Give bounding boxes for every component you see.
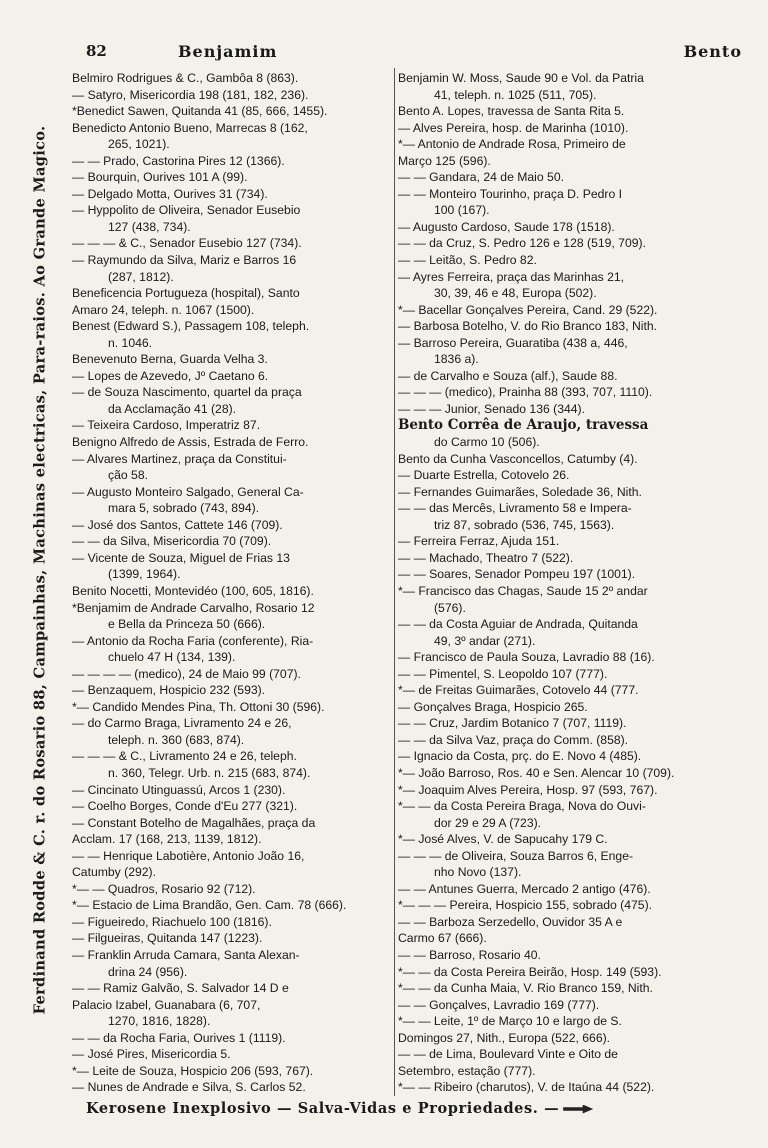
directory-entry-line: Benevenuto Berna, Guarda Velha 3. — [72, 352, 268, 367]
directory-entry-line: — — da Silva, Misericordia 70 (709). — [72, 534, 272, 549]
directory-entry-line: — Fernandes Guimarães, Soledade 36, Nith. — [398, 484, 642, 499]
directory-entry-line: — — — Junior, Senado 136 (344). — [398, 401, 585, 416]
directory-entry-line: triz 87, sobrado (536, 745, 1563). — [434, 517, 615, 532]
directory-entry-line: — Ignacio da Costa, prç. do E. Novo 4 (485). — [398, 749, 642, 764]
directory-entry-line: — Raymundo da Silva, Mariz e Barros 16 — [72, 253, 297, 268]
directory-entry-line: — — — & C., Senador Eusebio 127 (734). — [72, 236, 302, 251]
directory-entry-line: *— — Leite, 1º de Março 10 e largo de S. — [398, 1014, 622, 1029]
directory-entry-line: — — Gandara, 24 de Maio 50. — [398, 170, 564, 185]
right-column — [398, 70, 754, 1095]
directory-entry-line: — de Souza Nascimento, quartel da praça — [72, 385, 302, 400]
directory-entry-line: dor 29 e 29 A (723). — [434, 815, 542, 830]
directory-entry-line: *— de Freitas Guimarães, Cotovelo 44 (777. — [398, 683, 639, 698]
directory-entry-line: — — Antunes Guerra, Mercado 2 antigo (476). — [398, 881, 651, 896]
directory-entry-line: Benito Nocetti, Montevidéo (100, 605, 1816). — [72, 583, 314, 598]
directory-entry-line: (1399, 1964). — [108, 567, 181, 582]
directory-entry-line: (287, 1812). — [108, 269, 174, 284]
directory-entry-line: — — Henrique Labotière, Antonio João 16, — [72, 848, 305, 863]
directory-entry-line: Março 125 (596). — [398, 153, 491, 168]
directory-entry-line: — Francisco de Paula Souza, Lavradio 88 (16). — [398, 650, 655, 665]
directory-entry-line: Carmo 67 (666). — [398, 931, 487, 946]
directory-entry-line: — — — de Oliveira, Souza Barros 6, Enge- — [398, 848, 634, 863]
directory-entry-line: — — Prado, Castorina Pires 12 (1366). — [72, 153, 285, 168]
directory-entry-line: nho Novo (137). — [434, 865, 522, 880]
page-number: 82 — [86, 42, 107, 60]
directory-entry-line: mara 5, sobrado (743, 894). — [108, 501, 260, 516]
side-advertisement-text: Ferdinand Rodde & C. r. do Rosario 88, Campainhas, Machinas electricas, Para-raios. Ao Grande Magico. — [31, 125, 49, 1015]
directory-entry-line: *— Antonio de Andrade Rosa, Primeiro de — [398, 137, 626, 152]
directory-entry-line: do Carmo 10 (506). — [434, 435, 540, 450]
directory-entry-line: (576). — [434, 600, 466, 615]
footer-advertisement — [86, 1100, 756, 1124]
directory-entry-line: — Satyro, Misericordia 198 (181, 182, 236). — [72, 87, 309, 102]
directory-entry-line: — — Pimentel, S. Leopoldo 107 (777). — [398, 666, 608, 681]
directory-entry-line: — Constant Botelho de Magalhães, praça da — [72, 815, 316, 830]
directory-entry-line: 41, teleph. n. 1025 (511, 705). — [434, 87, 597, 102]
directory-entry-line: *Benjamim de Andrade Carvalho, Rosario 12 — [72, 600, 315, 615]
directory-entry-line: — — Barboza Serzedello, Ouvidor 35 A e — [398, 914, 623, 929]
directory-entry-line: — — Gonçalves, Lavradio 169 (777). — [398, 997, 600, 1012]
directory-entry-line: — Barroso Pereira, Guaratiba (438 a, 446, — [398, 335, 628, 350]
directory-entry-line: — Filgueiras, Quitanda 147 (1223). — [72, 931, 263, 946]
footer-text: Kerosene Inexplosivo — Salva-Vidas e Propriedades. — — [86, 1100, 560, 1117]
directory-entry-line: — Barbosa Botelho, V. do Rio Branco 183, Nith. — [398, 319, 658, 334]
directory-entry-line: — Coelho Borges, Conde d'Eu 277 (321). — [72, 799, 298, 814]
directory-entry-line: — Nunes de Andrade e Silva, S. Carlos 52. — [72, 1080, 306, 1095]
directory-entry-line: *— José Alves, V. de Sapucahy 179 C. — [398, 832, 608, 847]
page-header — [78, 40, 760, 64]
directory-entry-line: — José Pires, Misericordia 5. — [72, 1047, 231, 1062]
directory-entry-line: — — da Silva Vaz, praça do Comm. (858). — [398, 732, 629, 747]
directory-entry-line: Palacio Izabel, Guanabara (6, 707, — [72, 997, 261, 1012]
directory-entry-line: *— — Quadros, Rosario 92 (712). — [72, 881, 256, 896]
directory-entry-line: — José dos Santos, Cattete 146 (709). — [72, 517, 283, 532]
directory-entry-line: Amaro 24, teleph. n. 1067 (1500). — [72, 302, 255, 317]
directory-entry-line: — Figueiredo, Riachuelo 100 (1816). — [72, 914, 272, 929]
directory-entry-line: — — Cruz, Jardim Botanico 7 (707, 1119). — [398, 716, 627, 731]
directory-entry-line: Benedicto Antonio Bueno, Marrecas 8 (162, — [72, 120, 308, 135]
directory-entry-line: *— Francisco das Chagas, Saude 15 2º andar — [398, 583, 648, 598]
directory-entry-line: — — da Rocha Faria, Ourives 1 (1119). — [72, 1030, 286, 1045]
directory-entry-line: — — Leitão, S. Pedro 82. — [398, 253, 537, 268]
directory-entry-line: — — Soares, Senador Pompeu 197 (1001). — [398, 567, 636, 582]
directory-entry-line: — Ferreira Ferraz, Ajuda 151. — [398, 534, 560, 549]
directory-entry-line: Benigno Alfredo de Assis, Estrada de Ferro. — [72, 435, 309, 450]
directory-entry-line: — — das Mercês, Livramento 58 e Impera- — [398, 501, 632, 516]
directory-entry-line: — Augusto Monteiro Salgado, General Ca- — [72, 484, 304, 499]
directory-entry-line: 1270, 1816, 1828). — [108, 1014, 211, 1029]
directory-entry-line: Benest (Edward S.), Passagem 108, teleph. — [72, 319, 310, 334]
directory-entry-line: n. 360, Telegr. Urb. n. 215 (683, 874). — [108, 765, 311, 780]
directory-entry-line: *— — — Pereira, Hospicio 155, sobrado (475). — [398, 898, 653, 913]
directory-entry-line: — Duarte Estrella, Cotovelo 26. — [398, 468, 570, 483]
directory-entry-line: Belmiro Rodrigues & C., Gambôa 8 (863). — [72, 71, 299, 85]
directory-entry-line: — Alvares Martinez, praça da Constitui- — [72, 451, 287, 466]
left-column — [72, 70, 390, 1095]
directory-entry-line: 49, 3º andar (271). — [434, 633, 536, 648]
directory-entry-line: — Vicente de Souza, Miguel de Frias 13 — [72, 550, 290, 565]
directory-entry-line: Bento Corrêa de Araujo, travessa — [398, 417, 649, 434]
directory-entry-line: Benjamin W. Moss, Saude 90 e Vol. da Patria — [398, 71, 644, 85]
directory-entry-line: ção 58. — [108, 468, 148, 483]
directory-entry-line: — de Carvalho e Souza (alf.), Saude 88. — [398, 368, 618, 383]
directory-entry-line: *— João Barroso, Ros. 40 e Sen. Alencar 10 (709). — [398, 765, 675, 780]
directory-entry-line: — Franklin Arruda Camara, Santa Alexan- — [72, 947, 300, 962]
directory-entry-line: *— — da Costa Pereira Braga, Nova do Ouvi- — [398, 799, 646, 814]
directory-entry-line: — Augusto Cardoso, Saude 178 (1518). — [398, 219, 615, 234]
directory-entry-line: Beneficencia Portugueza (hospital), Santo — [72, 286, 300, 301]
directory-entry-line: 1836 a). — [434, 352, 479, 367]
directory-entry-line: — — Machado, Theatro 7 (522). — [398, 550, 574, 565]
directory-entry-line: — — de Lima, Boulevard Vinte e Oito de — [398, 1047, 618, 1062]
directory-entry-line: — Alves Pereira, hosp. de Marinha (1010). — [398, 120, 629, 135]
directory-entry-line: *— Leite de Souza, Hospicio 206 (593, 767). — [72, 1063, 314, 1078]
directory-entry-line: — Benzaquem, Hospicio 232 (593). — [72, 683, 266, 698]
directory-entry-line: — Lopes de Azevedo, Jº Caetano 6. — [72, 368, 269, 383]
column-divider — [394, 68, 395, 1096]
directory-entry-line: 100 (167). — [434, 203, 490, 218]
running-head-right: Bento — [683, 42, 742, 61]
directory-entry-line: Setembro, estação (777). — [398, 1063, 536, 1078]
directory-entry-line: — Hyppolito de Oliveira, Senador Eusebio — [72, 203, 301, 218]
directory-entry-line: *— Joaquim Alves Pereira, Hosp. 97 (593, 767). — [398, 782, 658, 797]
directory-entry-line: — — — (medico), Prainha 88 (393, 707, 1110). — [398, 385, 653, 400]
directory-entry-line: — — Barroso, Rosario 40. — [398, 947, 541, 962]
directory-entry-line: — Bourquin, Ourives 101 A (99). — [72, 170, 248, 185]
directory-entry-line: — — — — (medico), 24 de Maio 99 (707). — [72, 666, 301, 681]
pointing-hand-icon — [563, 1105, 593, 1114]
directory-entry-line: *Benedict Sawen, Quitanda 41 (85, 666, 1455). — [72, 104, 328, 119]
directory-entry-line: *— Candido Mendes Pina, Th. Ottoni 30 (596). — [72, 699, 325, 714]
directory-entry-line: — Antonio da Rocha Faria (conferente), Ria- — [72, 633, 314, 648]
directory-entry-line: *— — Ribeiro (charutos), V. de Itaúna 44 (522). — [398, 1080, 655, 1095]
directory-entry-line: — Delgado Motta, Ourives 31 (734). — [72, 186, 268, 201]
directory-entry-line: 30, 39, 46 e 48, Europa (502). — [434, 286, 597, 301]
directory-entry-line: 127 (438, 734). — [108, 219, 191, 234]
directory-entry-line: *— Estacio de Lima Brandão, Gen. Cam. 78 (666). — [72, 898, 347, 913]
directory-entry-line: Domingos 27, Nith., Europa (522, 666). — [398, 1030, 611, 1045]
side-advertisement — [18, 40, 62, 1100]
directory-entry-line: drina 24 (956). — [108, 964, 188, 979]
directory-entry-line: — — — & C., Livramento 24 e 26, teleph. — [72, 749, 297, 764]
directory-entry-line: Acclam. 17 (168, 213, 1139, 1812). — [72, 832, 262, 847]
directory-entry-line: — Ayres Ferreira, praça das Marinhas 21, — [398, 269, 625, 284]
directory-entry-line: da Acclamação 41 (28). — [108, 401, 237, 416]
directory-entry-line: chuelo 47 H (134, 139). — [108, 650, 236, 665]
directory-entry-line: n. 1046. — [108, 335, 153, 350]
directory-entry-line: Bento da Cunha Vasconcellos, Catumby (4). — [398, 451, 638, 466]
directory-entry-line: teleph. n. 360 (683, 874). — [108, 732, 245, 747]
directory-entry-line: — — Ramiz Galvão, S. Salvador 14 D e — [72, 981, 289, 996]
directory-entry-line: — — Monteiro Tourinho, praça D. Pedro I — [398, 186, 622, 201]
directory-entry-line: — Teixeira Cardoso, Imperatriz 87. — [72, 418, 261, 433]
directory-entry-line: Bento A. Lopes, travessa de Santa Rita 5. — [398, 104, 625, 119]
directory-entry-line: — do Carmo Braga, Livramento 24 e 26, — [72, 716, 292, 731]
directory-entry-line: *— — da Cunha Maia, V. Rio Branco 159, Nith. — [398, 981, 653, 996]
running-head-left: Benjamim — [178, 42, 278, 61]
directory-entry-line: *— — da Costa Pereira Beirão, Hosp. 149 (593). — [398, 964, 662, 979]
directory-entry-line: — — da Costa Aguiar de Andrada, Quitanda — [398, 617, 638, 632]
directory-entry-line: Catumby (292). — [72, 865, 156, 880]
directory-entry-line: — Gonçalves Braga, Hospicio 265. — [398, 699, 588, 714]
directory-entry-line: *— Bacellar Gonçalves Pereira, Cand. 29 (522). — [398, 302, 658, 317]
directory-entry-line: 265, 1021). — [108, 137, 170, 152]
directory-entry-line: — — da Cruz, S. Pedro 126 e 128 (519, 709). — [398, 236, 646, 251]
directory-entry-line: e Bella da Princeza 50 (666). — [108, 617, 266, 632]
directory-entry-line: — Cincinato Utinguassú, Arcos 1 (230). — [72, 782, 286, 797]
